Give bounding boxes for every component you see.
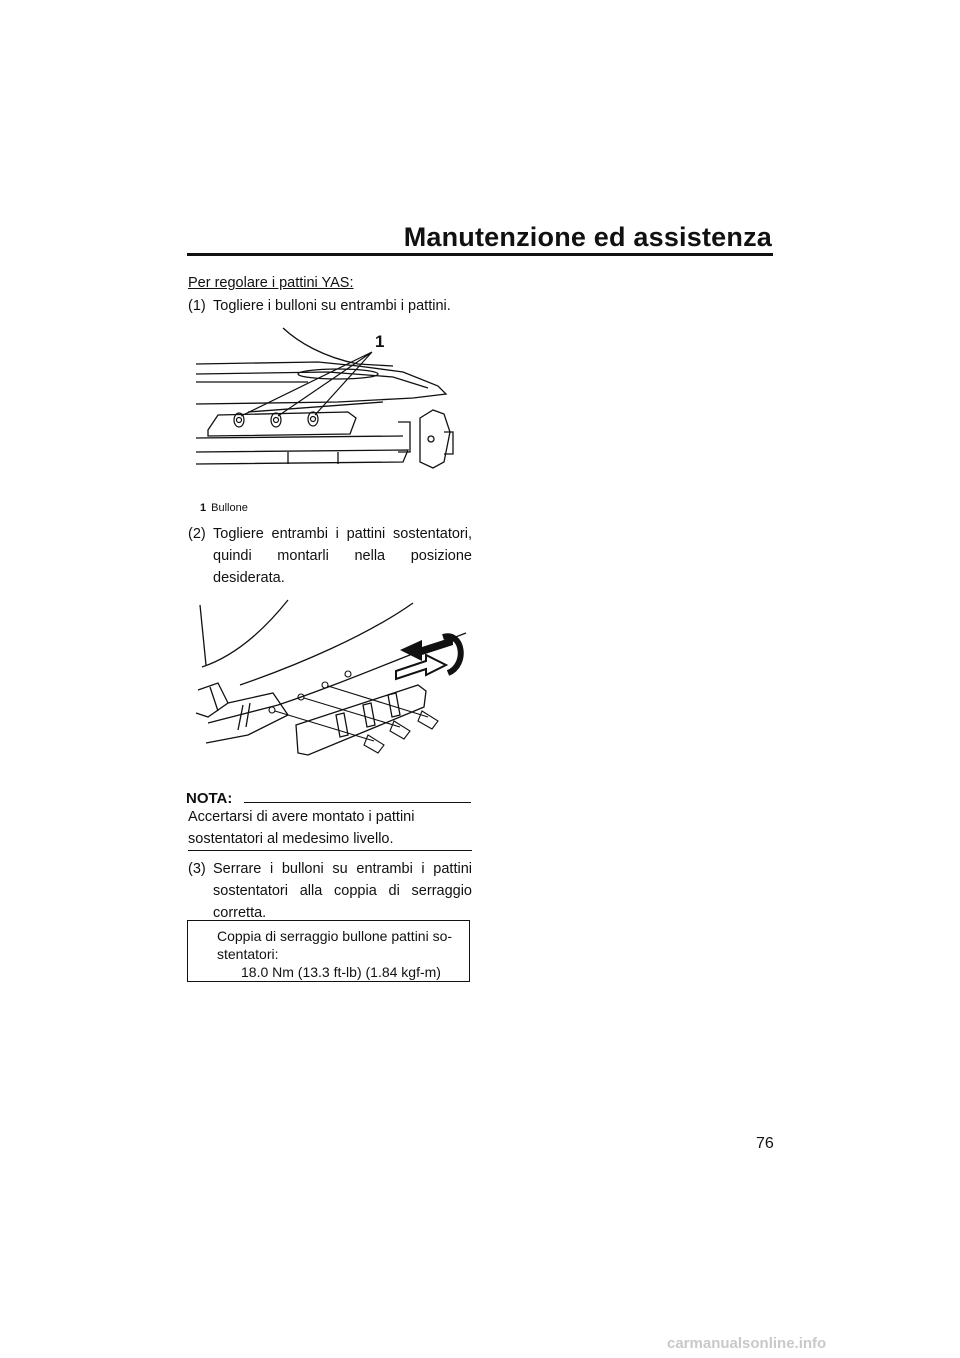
page-title: Manutenzione ed assistenza [403,222,772,252]
pad-reposition-illustration [188,595,472,775]
nota-rule-bottom [188,850,472,851]
step-text: Serrare i bulloni su entrambi i pattini sostentatori alla coppia di serraggio corretta. [213,861,472,921]
watermark: carmanualsonline.info [667,1335,827,1352]
step-3 [188,858,472,924]
nota-rule-top [244,802,471,803]
caption-label: Bullone [211,502,248,514]
spec-label: Coppia di serraggio bullone pattini sostentatori: [217,928,453,962]
page-number: 76 [756,1135,774,1152]
step-number: (1) [188,298,206,314]
step-2 [188,523,472,589]
nota-text: Accertarsi di avere montato i pattini sostentatori al medesimo livello. [188,809,415,847]
step-1 [188,295,472,317]
step-number: (2) [188,526,206,542]
step-number: (3) [188,861,206,877]
torque-spec-box [187,920,470,982]
step-text: Togliere i bulloni su entrambi i pattini. [213,298,451,314]
figure-callout: 1 [375,332,385,351]
yas-pad-bolts-illustration [188,322,472,522]
spec-value: 18.0 Nm (13.3 ft-lb) (1.84 kgf-m) [241,964,441,980]
header-rule [187,253,773,256]
step-text: Togliere entrambi i pattini sostentatori, quindi montarli nella posizione desiderata. [213,526,472,586]
nota-title: NOTA: [186,790,233,807]
section-subheading: Per regolare i pattini YAS: [188,275,354,291]
caption-number: 1 [200,502,207,514]
figure-caption [200,502,248,514]
